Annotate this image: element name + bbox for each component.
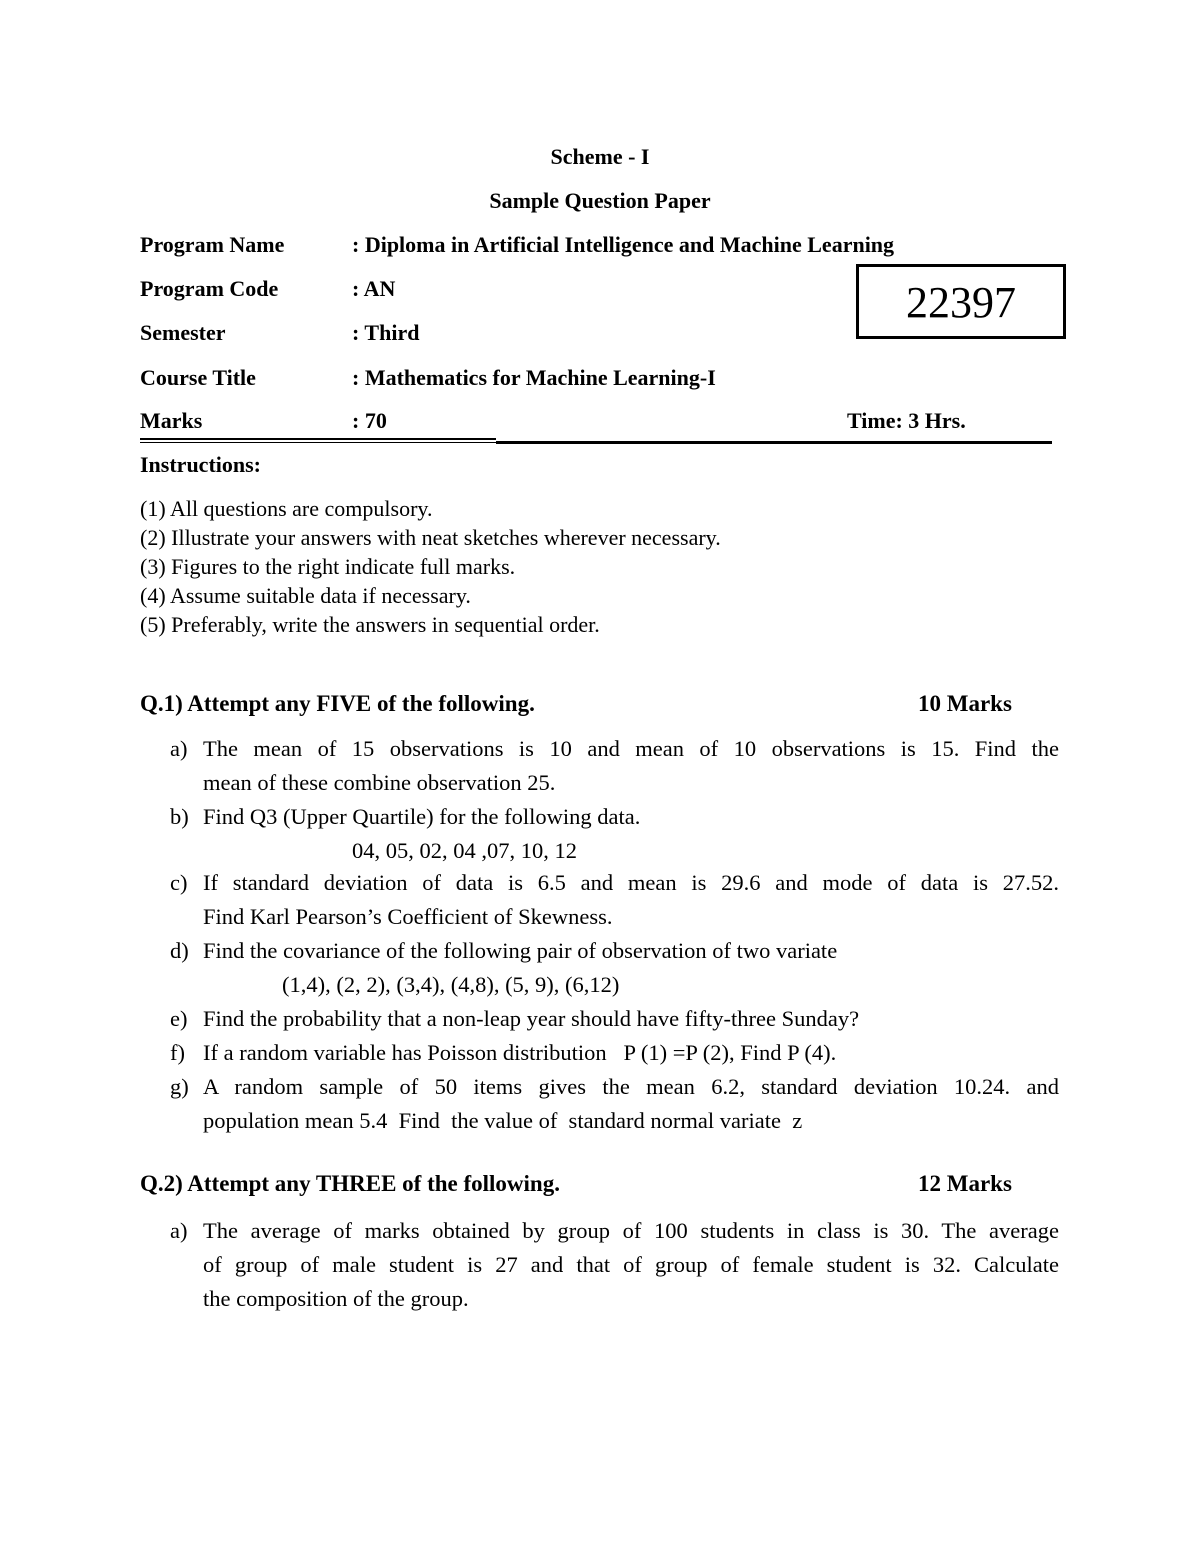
q1-item-label: d) bbox=[170, 938, 189, 963]
q1-item-text-cont: Find Karl Pearson’s Coefficient of Skewness. bbox=[203, 904, 613, 929]
q2-item-text-cont: the composition of the group. bbox=[203, 1286, 469, 1311]
q1-item-text: If a random variable has Poisson distribution P (1) =P (2), Find P (4). bbox=[203, 1040, 837, 1065]
q2-item-label: a) bbox=[170, 1218, 188, 1243]
q1-item-label: c) bbox=[170, 870, 188, 895]
semester-label: Semester bbox=[140, 320, 226, 345]
program-name-label: Program Name bbox=[140, 232, 285, 257]
q1-item-label: b) bbox=[170, 804, 189, 829]
divider-line bbox=[140, 438, 496, 440]
q1-item-text: Find the probability that a non-leap year should have fifty-three Sunday? bbox=[203, 1006, 860, 1031]
paper-title: Sample Question Paper bbox=[489, 188, 711, 213]
q1-item-data: (1,4), (2, 2), (3,4), (4,8), (5, 9), (6,12) bbox=[282, 972, 620, 997]
q1-item-text: Find the covariance of the following pair of observation of two variate bbox=[203, 938, 838, 963]
q2-marks: 12 Marks bbox=[918, 1171, 1012, 1196]
instructions-heading: Instructions: bbox=[140, 452, 262, 477]
q2-heading: Q.2) Attempt any THREE of the following. bbox=[140, 1171, 560, 1196]
course-title-label: Course Title bbox=[140, 365, 256, 390]
scheme-title: Scheme - I bbox=[550, 144, 650, 169]
q1-heading: Q.1) Attempt any FIVE of the following. bbox=[140, 691, 535, 716]
instruction-item: (1) All questions are compulsory. bbox=[140, 496, 433, 521]
q1-marks: 10 Marks bbox=[918, 691, 1012, 716]
q1-item-text-cont: population mean 5.4 Find the value of standard normal variate z bbox=[203, 1108, 803, 1133]
time-value: Time: 3 Hrs. bbox=[847, 408, 966, 433]
q1-item-text: Find Q3 (Upper Quartile) for the following data. bbox=[203, 804, 641, 829]
q2-item-text: The average of marks obtained by group of 100 students in class is 30. The average bbox=[203, 1218, 1059, 1243]
semester-value: : Third bbox=[352, 320, 420, 345]
course-code: 22397 bbox=[906, 278, 1016, 327]
instruction-item: (5) Preferably, write the answers in sequential order. bbox=[140, 612, 600, 637]
instruction-item: (3) Figures to the right indicate full marks. bbox=[140, 554, 516, 579]
q1-item-text: If standard deviation of data is 6.5 and mean is 29.6 and mode of data is 27.52. bbox=[203, 870, 1059, 895]
program-code-label: Program Code bbox=[140, 276, 279, 301]
program-code-value: : AN bbox=[352, 276, 396, 301]
divider-line-lower bbox=[140, 442, 496, 443]
program-name-value: : Diploma in Artificial Intelligence and Machine Learning bbox=[352, 232, 895, 257]
q1-item-label: a) bbox=[170, 736, 188, 761]
q1-item-text: The mean of 15 observations is 10 and mean of 10 observations is 15. Find the bbox=[203, 736, 1059, 761]
q1-item-text: A random sample of 50 items gives the mean 6.2, standard deviation 10.24. and bbox=[203, 1074, 1059, 1099]
instruction-item: (4) Assume suitable data if necessary. bbox=[140, 583, 471, 608]
course-title-value: : Mathematics for Machine Learning-I bbox=[352, 365, 716, 390]
q1-item-label: g) bbox=[170, 1074, 189, 1099]
divider-line-right bbox=[496, 441, 1052, 444]
q2-item-text-cont: of group of male student is 27 and that of group of female student is 32. Calculate bbox=[203, 1252, 1059, 1277]
instruction-item: (2) Illustrate your answers with neat sketches wherever necessary. bbox=[140, 525, 721, 550]
q1-item-text-cont: mean of these combine observation 25. bbox=[203, 770, 556, 795]
q1-item-data: 04, 05, 02, 04 ,07, 10, 12 bbox=[352, 838, 577, 863]
marks-value: : 70 bbox=[352, 408, 387, 433]
marks-label: Marks bbox=[140, 408, 203, 433]
q1-item-label: f) bbox=[170, 1040, 185, 1065]
q1-item-label: e) bbox=[170, 1006, 188, 1031]
course-code-box bbox=[856, 264, 1066, 339]
